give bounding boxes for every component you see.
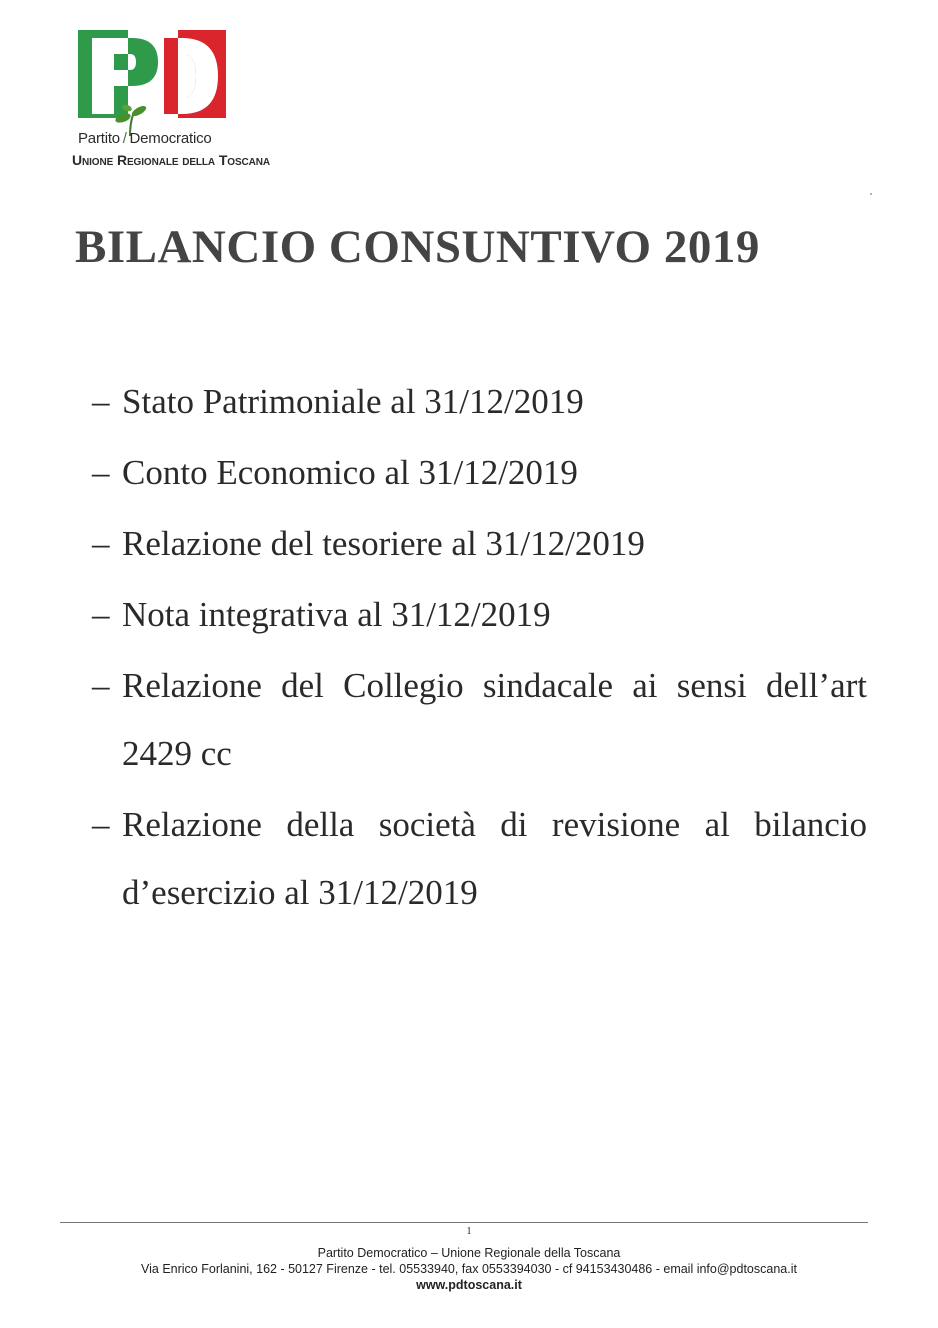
scan-speck [870,193,872,195]
list-item-text: Stato Patrimoniale al 31/12/2019 [122,382,584,421]
dash-bullet: – [92,453,110,492]
dash-bullet: – [92,382,110,421]
list-item [92,581,867,649]
logo-name-left: Partito [78,130,120,147]
footer-contact: Via Enrico Forlanini, 162 - 50127 Firenze - tel. 05533940, fax 0553394030 - cf 94153430486 - email info@pdtoscana.it [141,1262,797,1276]
page-number: 1 [466,1225,472,1237]
list-item-text: Nota integrativa al 31/12/2019 [122,595,551,634]
list-item [92,791,867,927]
dash-bullet: – [92,595,110,634]
footer [0,1245,938,1293]
list-item-text: Conto Economico al 31/12/2019 [122,453,578,492]
dash-bullet: – [92,666,110,705]
list-item-text: Relazione della società di revisione al bilancio d’esercizio al 31/12/2019 [122,805,867,912]
dash-bullet: – [92,805,110,844]
party-logo [72,30,338,168]
list-item [92,439,867,507]
logo-name-right: Democratico [129,130,212,147]
list-item [92,368,867,436]
document-list [92,368,867,930]
page-title: BILANCIO CONSUNTIVO 2019 [75,221,760,273]
footer-organization: Partito Democratico – Unione Regionale della Toscana [317,1246,621,1260]
list-item-text: Relazione del tesoriere al 31/12/2019 [122,524,645,563]
list-item-text: Relazione del Collegio sindacale ai sensi dell’art 2429 cc [122,666,867,773]
pd-logo-mark [78,30,228,122]
dash-bullet: – [92,524,110,563]
footer-divider [60,1222,868,1223]
logo-party-name: Partito / Democratico [78,130,212,147]
list-item [92,652,867,788]
footer-website: www.pdtoscana.it [416,1278,522,1292]
list-item [92,510,867,578]
logo-subtitle: Unione Regionale della Toscana [72,152,271,168]
